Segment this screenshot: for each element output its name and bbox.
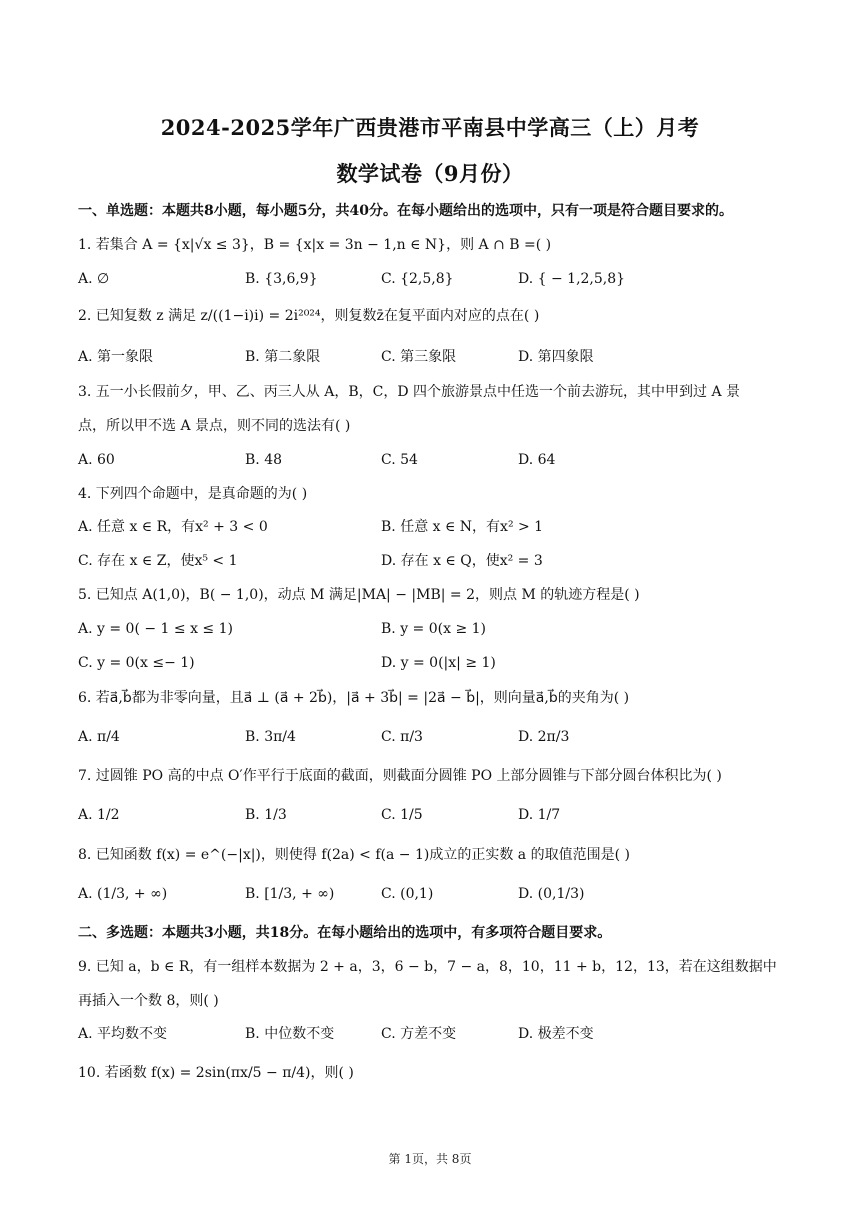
q5-option-d: D. y = 0(|x| ≥ 1)	[381, 655, 496, 671]
exam-title: 2024-2025学年广西贵港市平南县中学高三（上）月考	[160, 115, 700, 140]
q4-option-d: D. 存在 x ∈ Q，使x² = 3	[381, 553, 543, 569]
q8-option-c: C. (0,1)	[381, 886, 434, 902]
q5-option-c: C. y = 0(x ≤− 1)	[78, 655, 195, 671]
question-9-line-2: 再插入一个数 8，则( )	[78, 993, 219, 1009]
q6-option-d: D. 2π/3	[518, 729, 570, 745]
q1-option-a: A. ∅	[78, 271, 110, 287]
section-multi-choice-heading: 二、多选题：本题共3小题，共18分。在每小题给出的选项中，有多项符合题目要求。	[78, 925, 612, 941]
section-single-choice-heading: 一、单选题：本题共8小题，每小题5分，共40分。在每小题给出的选项中，只有一项是符合题目要求的。	[78, 203, 733, 219]
question-7: 7. 过圆锥 PO 高的中点 O′作平行于底面的截面，则截面分圆锥 PO 上部分圆锥与下部分圆台体积比为( )	[78, 768, 722, 784]
q7-option-b: B. 1/3	[245, 807, 287, 823]
q9-option-c: C. 方差不变	[381, 1026, 457, 1042]
q4-option-c: C. 存在 x ∈ Z，使x⁵ < 1	[78, 553, 238, 569]
question-4: 4. 下列四个命题中，是真命题的为( )	[78, 486, 308, 502]
question-2: 2. 已知复数 z 满足 z/((1−i)i) = 2i²⁰²⁴，则复数z̄在复平面内对应的点在( )	[78, 308, 540, 324]
q8-option-a: A. (1/3, + ∞)	[78, 886, 168, 902]
q8-option-d: D. (0,1/3)	[518, 886, 585, 902]
question-6: 6. 若a⃗,b⃗都为非零向量，且a⃗ ⊥ (a⃗ + 2b⃗)，|a⃗ + 3b⃗| = |2a⃗ − b⃗|，则向量a⃗,b⃗的夹角为( )	[78, 690, 630, 706]
q2-option-b: B. 第二象限	[245, 349, 321, 365]
question-1: 1. 若集合 A = {x|√x ≤ 3}，B = {x|x = 3n − 1,n ∈ N}，则 A ∩ B =( )	[78, 237, 552, 253]
q2-option-a: A. 第一象限	[78, 349, 154, 365]
q3-option-c: C. 54	[381, 452, 418, 468]
q5-option-a: A. y = 0( − 1 ≤ x ≤ 1)	[78, 621, 233, 637]
page-footer: 第 1页，共 8页	[388, 1152, 472, 1166]
q6-option-c: C. π/3	[381, 729, 423, 745]
q2-option-c: C. 第三象限	[381, 349, 457, 365]
question-3-line-2: 点，所以甲不选 A 景点，则不同的选法有( )	[78, 418, 351, 434]
q7-option-d: D. 1/7	[518, 807, 561, 823]
exam-subtitle: 数学试卷（9月份）	[336, 161, 524, 186]
q2-option-d: D. 第四象限	[518, 349, 594, 365]
question-5: 5. 已知点 A(1,0)，B( − 1,0)，动点 M 满足|MA| − |MB| = 2，则点 M 的轨迹方程是( )	[78, 587, 640, 603]
q6-option-b: B. 3π/4	[245, 729, 296, 745]
q3-option-d: D. 64	[518, 452, 556, 468]
q9-option-b: B. 中位数不变	[245, 1026, 335, 1042]
q1-option-c: C. {2,5,8}	[381, 271, 454, 287]
question-8: 8. 已知函数 f(x) = e^(−|x|)，则使得 f(2a) < f(a − 1)成立的正实数 a 的取值范围是( )	[78, 847, 630, 863]
q9-option-a: A. 平均数不变	[78, 1026, 168, 1042]
question-3-line-1: 3. 五一小长假前夕，甲、乙、丙三人从 A，B，C，D 四个旅游景点中任选一个前去游玩，其中甲到过 A 景	[78, 384, 741, 400]
q6-option-a: A. π/4	[78, 729, 120, 745]
q9-option-d: D. 极差不变	[518, 1026, 594, 1042]
q4-option-a: A. 任意 x ∈ R，有x² + 3 < 0	[78, 519, 268, 535]
q1-option-d: D. { − 1,2,5,8}	[518, 271, 626, 287]
question-9-line-1: 9. 已知 a，b ∈ R，有一组样本数据为 2 + a，3，6 − b，7 − a，8，10，11 + b，12，13，若在这组数据中	[78, 959, 777, 975]
q3-option-a: A. 60	[78, 452, 115, 468]
q8-option-b: B. [1/3, + ∞)	[245, 886, 335, 902]
q4-option-b: B. 任意 x ∈ N，有x² > 1	[381, 519, 544, 535]
question-10: 10. 若函数 f(x) = 2sin(πx/5 − π/4)，则( )	[78, 1065, 354, 1081]
q1-option-b: B. {3,6,9}	[245, 271, 318, 287]
q7-option-a: A. 1/2	[78, 807, 120, 823]
q5-option-b: B. y = 0(x ≥ 1)	[381, 621, 486, 637]
q7-option-c: C. 1/5	[381, 807, 423, 823]
q3-option-b: B. 48	[245, 452, 283, 468]
